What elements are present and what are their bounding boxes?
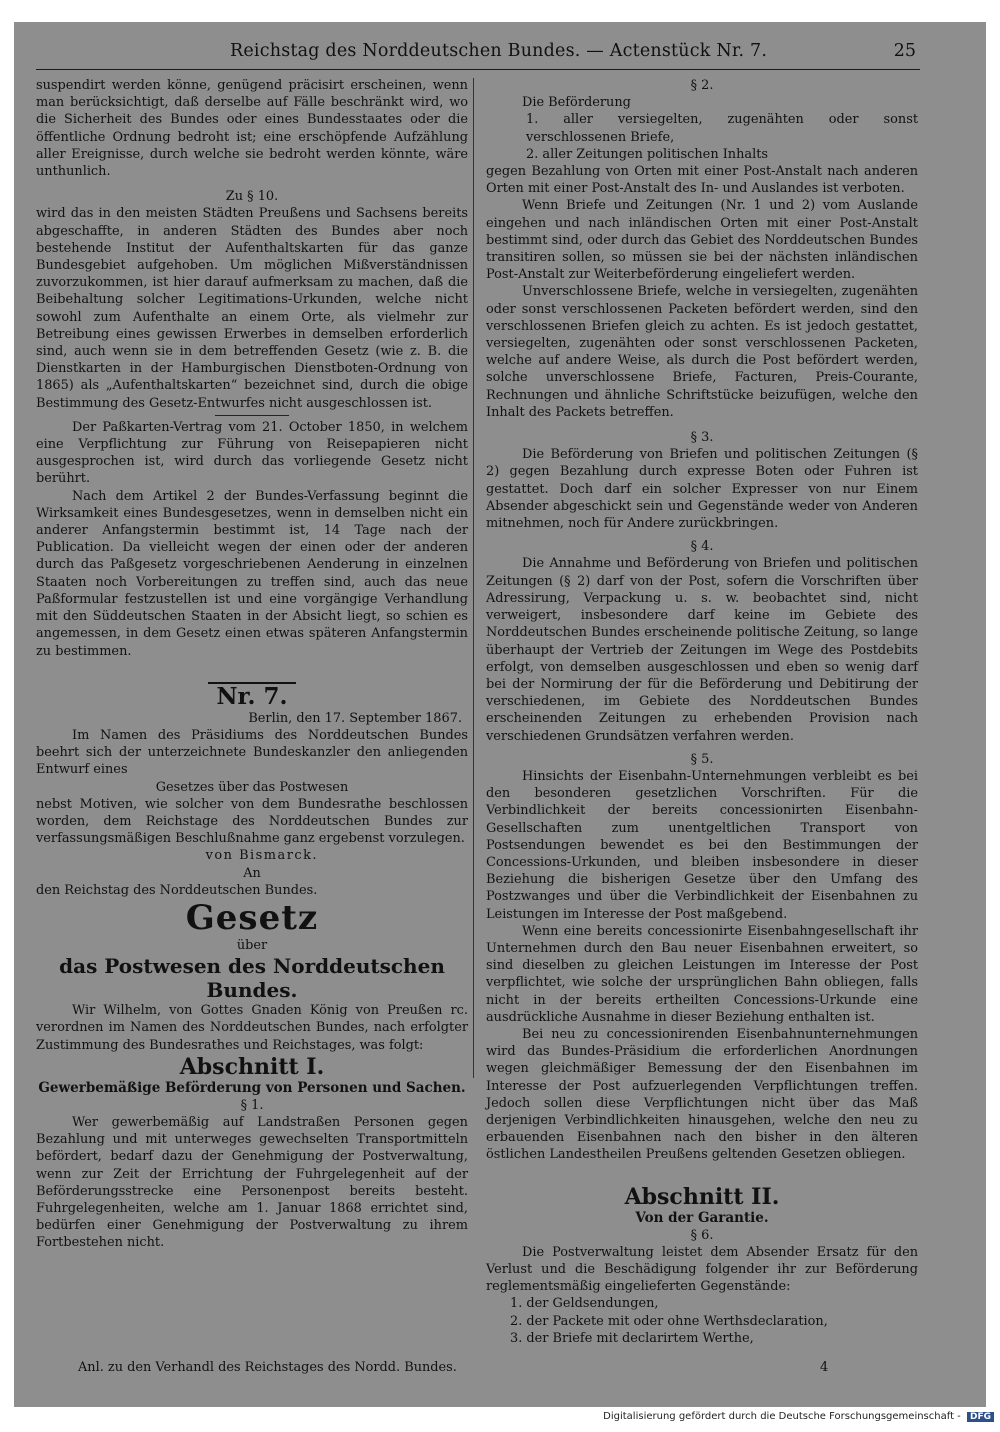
document-number: Nr. 7. (216, 682, 288, 710)
paragraph: Bei neu zu concessionirenden Eisenbahnunternehmungen wird das Bundes-Präsidium die erforderlichen Anordnungen wegen gleichmäßiger Bemessung der den Eisenbahnen im Interesse der Post aufzuerlegenden Verpflichtungen treffen. Jedoch sollen diese Verpflichtungen nicht über das Maß derjenigen Verbindlichkeiten hinausgehen, welche den neu zu erbauenden Eisenbahnen nach den bisher in den älteren östlichen Landestheilen Preußens geltenden Gesetzen obliegen. (486, 1026, 918, 1163)
dfg-logo: DFG (967, 1412, 994, 1422)
paragraph: Der Paßkarten-Vertrag vom 21. October 1850, in welchem eine Verpflichtung zur Führung von Reisepapieren nicht ausgesprochen ist, wird durch das vorliegende Gesetz nicht berührt. (36, 419, 468, 487)
paragraph: wird das in den meisten Städten Preußens und Sachsens bereits abgeschaffte, in anderen Städten des Bundes aber noch bestehende Institut der Aufenthaltskarten für das ganze Bundesgebiet aufgehoben. Um möglichen Mißverständnissen zuvorzukommen, ist hier darauf aufmerksam zu machen, daß die Beibehaltung solcher Legitimations-Urkunden, welche nicht sowohl zum Aufenthalte an einem Orte, als vielmehr zur Betreibung eines gewissen Erwerbes in demselben erforderlich sind, auch wenn sie in dem betreffenden Gesetz (wie z. B. die Dienstkarten in der Hamburgischen Dienstboten-Ordnung von 1865) als „Aufenthaltskarten“ bezeichnet sind, durch die obige Bestimmung des Gesetz-Entwurfes nicht ausgeschlossen ist. (36, 206, 468, 411)
section-number: § 5. (690, 751, 714, 767)
running-title: Reichstag des Norddeutschen Bundes. — Actenstück Nr. 7. (230, 41, 768, 61)
signer: von Bismarck. (205, 848, 318, 864)
section-number: § 1. (240, 1097, 264, 1113)
credit-text: Digitalisierung gefördert durch die Deutsche Forschungsgemeinschaft - (603, 1411, 961, 1422)
law-title: das Postwesen des Norddeutschen Bundes. (59, 954, 445, 1003)
list-item: 2. der Packete mit oder ohne Werthsdeclaration, (510, 1313, 828, 1329)
law-reference: Gesetzes über das Postwesen (155, 779, 349, 795)
chapter-title: Gewerbemäßige Beförderung von Personen und Sachen. (38, 1079, 466, 1096)
footer-note: Anl. zu den Verhandl des Reichstages des Nordd. Bundes. (78, 1360, 457, 1375)
chapter-heading: Abschnitt II. (624, 1183, 780, 1210)
section-heading: Zu § 10. (225, 189, 279, 205)
paragraph: suspendirt werden könne, genügend präcisirt erscheinen, wenn man berücksichtigt, daß derselbe auf Fälle beschränkt wird, wo die Sicherheit des Bundes oder eines Bundesstaates oder die öffentliche Ordnung bedroht ist; eine erschöpfende Aufzählung aller Ereignisse, durch welche sie bedroht werden könnte, wäre unthunlich. (36, 78, 468, 180)
paragraph: gegen Bezahlung von Orten mit einer Post-Anstalt nach anderen Orten mit einer Post-Anstalt des In- und Auslandes ist verboten. (486, 164, 918, 197)
header-rule (36, 69, 920, 70)
paragraph: Im Namen des Präsidiums des Norddeutschen Bundes beehrt sich der unterzeichnete Bundeskanzler den anliegenden Entwurf eines (36, 727, 468, 778)
paragraph: Wer gewerbemäßig auf Landstraßen Personen gegen Bezahlung und mit unterweges gewechselten Transportmitteln befördert, bedarf dazu der Genehmigung der Postverwaltung, wenn zur Zeit der Errichtung der Fuhrgelegenheit auf der Beförderungsstrecke eine Personenpost bereits besteht. Fuhrgelegenheiten, welche am 1. Januar 1868 errichtet sind, bedürfen einer Genehmigung der Postverwaltung zu ihrem Fortbestehen nicht. (36, 1114, 468, 1251)
list-item: 1. aller versiegelten, zugenähten oder sonst verschlossenen Briefe, (526, 112, 918, 145)
paragraph: Die Beförderung von Briefen und politischen Zeitungen (§ 2) gegen Bezahlung durch expresse Boten oder Fuhren ist gestattet. Doch darf ein solcher Expresser von nur Einem Absender abgeschickt sein und Gegenstände weder von Anderen mitnehmen, noch für Andere zurückbringen. (486, 447, 918, 532)
chapter-heading: Abschnitt I. (179, 1053, 325, 1080)
digitization-credit (603, 1411, 994, 1422)
divider (215, 415, 289, 416)
law-heading-over: über (236, 937, 268, 953)
addressee-label: An (243, 865, 261, 881)
signature-mark: 4 (820, 1360, 829, 1375)
paragraph: Unverschlossene Briefe, welche in versiegelten, zugenähten oder sonst verschlossenen Packeten befördert werden, sind den verschlossenen Briefen gleich zu achten. Es ist jedoch gestattet, versiegelten, zugenähten oder sonst verschlossenen Packeten, welche auf andere Weise, als durch die Post befördert werden, solche unverschlossene Briefe, Facturen, Preis-Courante, Rechnungen und ähnliche Schriftstücke beizufügen, welche den Inhalt des Packets betreffen. (486, 284, 918, 420)
addressee: den Reichstag des Norddeutschen Bundes. (36, 882, 318, 898)
paragraph: nebst Motiven, wie solcher von dem Bundesrathe beschlossen worden, dem Reichstage des Norddeutschen Bundes zur verfassungsmäßigen Beschlußnahme ganz ergebenst vorzulegen. (36, 796, 468, 847)
paragraph: Wenn eine bereits concessionirte Eisenbahngesellschaft ihr Unternehmen durch den Bau neuer Eisenbahnen erweitert, so sind dieselben zu gleichen Leistungen im Interesse der Post verpflichtet, wie solche der ursprünglichen Bahn obliegen, falls nicht in der bereits ertheilten Concessions-Urkunde eine ausdrückliche Ausnahme in dieser Beziehung enthalten ist. (486, 923, 918, 1025)
section-number: § 4. (690, 539, 714, 555)
left-column (36, 77, 468, 1252)
chapter-title: Von der Garantie. (635, 1209, 769, 1226)
list-item: 1. der Geldsendungen, (510, 1296, 659, 1312)
paragraph: Die Beförderung (522, 95, 631, 111)
column-divider (473, 78, 474, 1078)
page-number: 25 (893, 41, 916, 61)
page-header (14, 22, 986, 72)
section-number: § 2. (690, 78, 714, 93)
scanned-page (14, 22, 986, 1407)
paragraph: Nach dem Artikel 2 der Bundes-Verfassung beginnt die Wirksamkeit eines Bundesgesetzes, wenn in demselben nicht ein anderer Anfangstermin bestimmt ist, 14 Tage nach der Publication. Da vielleicht wegen der einen oder der anderen durch das Paßgesetz vorgeschriebenen Aenderung in einzelnen Staaten noch Vorbereitungen zu treffen sind, auch das neue Paßformular festzustellen ist und eine vorgängige Verhandlung mit den Süddeutschen Staaten in der Absicht liegt, so schien es angemessen, in dem Gesetz einen etwas späteren Anfangstermin zu bestimmen. (36, 488, 468, 659)
list-item: 2. aller Zeitungen politischen Inhalts (526, 146, 769, 162)
paragraph: Die Postverwaltung leistet dem Absender Ersatz für den Verlust und die Beschädigung folgender ihr zur Beförderung reglementsmäßig eingelieferten Gegenstände: (486, 1244, 918, 1295)
paragraph: Die Annahme und Beförderung von Briefen und politischen Zeitungen (§ 2) darf von der Post, sofern die Vorschriften über Adressirung, Verpackung u. s. w. beobachtet sind, nicht verweigert, insbesondere darf keine im Gebiete des Norddeutschen Bundes erscheinende politische Zeitung, so lange überhaupt der Vertrieb der Zeitungen im Wege des Postdebits erfolgt, von demselben ausgeschlossen und eben so wenig darf bei der Normirung der für die Beförderung und Debitirung der verschiedenen, im Gebiete des Norddeutschen Bundes erscheinenden Zeitungen zu erhebenden Provision nach verschiedenen Grundsätzen verfahren werden. (486, 556, 918, 744)
section-number: § 6. (690, 1227, 714, 1243)
paragraph: Hinsichts der Eisenbahn-Unternehmungen verbleibt es bei den besonderen gesetzlichen Vorschriften. Für die Verbindlichkeit der bereits concessionirten Eisenbahn-Gesellschaften zum unentgeltlichen Transport von Postsendungen bewendet es bei den Bestimmungen der Concessions-Urkunden, und bleiben insbesondere in dieser Beziehung die bisherigen Gesetze über den Umfang des Postzwanges und über die Verbindlichkeit der Eisenbahnen zu Leistungen im Interesse der Post maßgebend. (486, 768, 918, 922)
paragraph: Wenn Briefe und Zeitungen (Nr. 1 und 2) vom Auslande eingehen und nach inländischen Orten mit einer Post-Anstalt bestimmt sind, oder durch das Gebiet des Norddeutschen Bundes transitiren sollen, so müssen sie bei der nächsten inländischen Post-Anstalt zur Weiterbeförderung eingeliefert werden. (486, 198, 918, 283)
list-item: 3. der Briefe mit declarirtem Werthe, (510, 1330, 754, 1346)
right-column (486, 77, 918, 1347)
section-number: § 3. (690, 430, 714, 446)
preamble: Wir Wilhelm, von Gottes Gnaden König von Preußen rc. verordnen im Namen des Norddeutschen Bundes, nach erfolgter Zustimmung des Bundesrathes und Reichstages, was folgt: (36, 1003, 468, 1053)
law-heading: Gesetz (185, 897, 319, 938)
letter-date: Berlin, den 17. September 1867. (248, 710, 462, 726)
